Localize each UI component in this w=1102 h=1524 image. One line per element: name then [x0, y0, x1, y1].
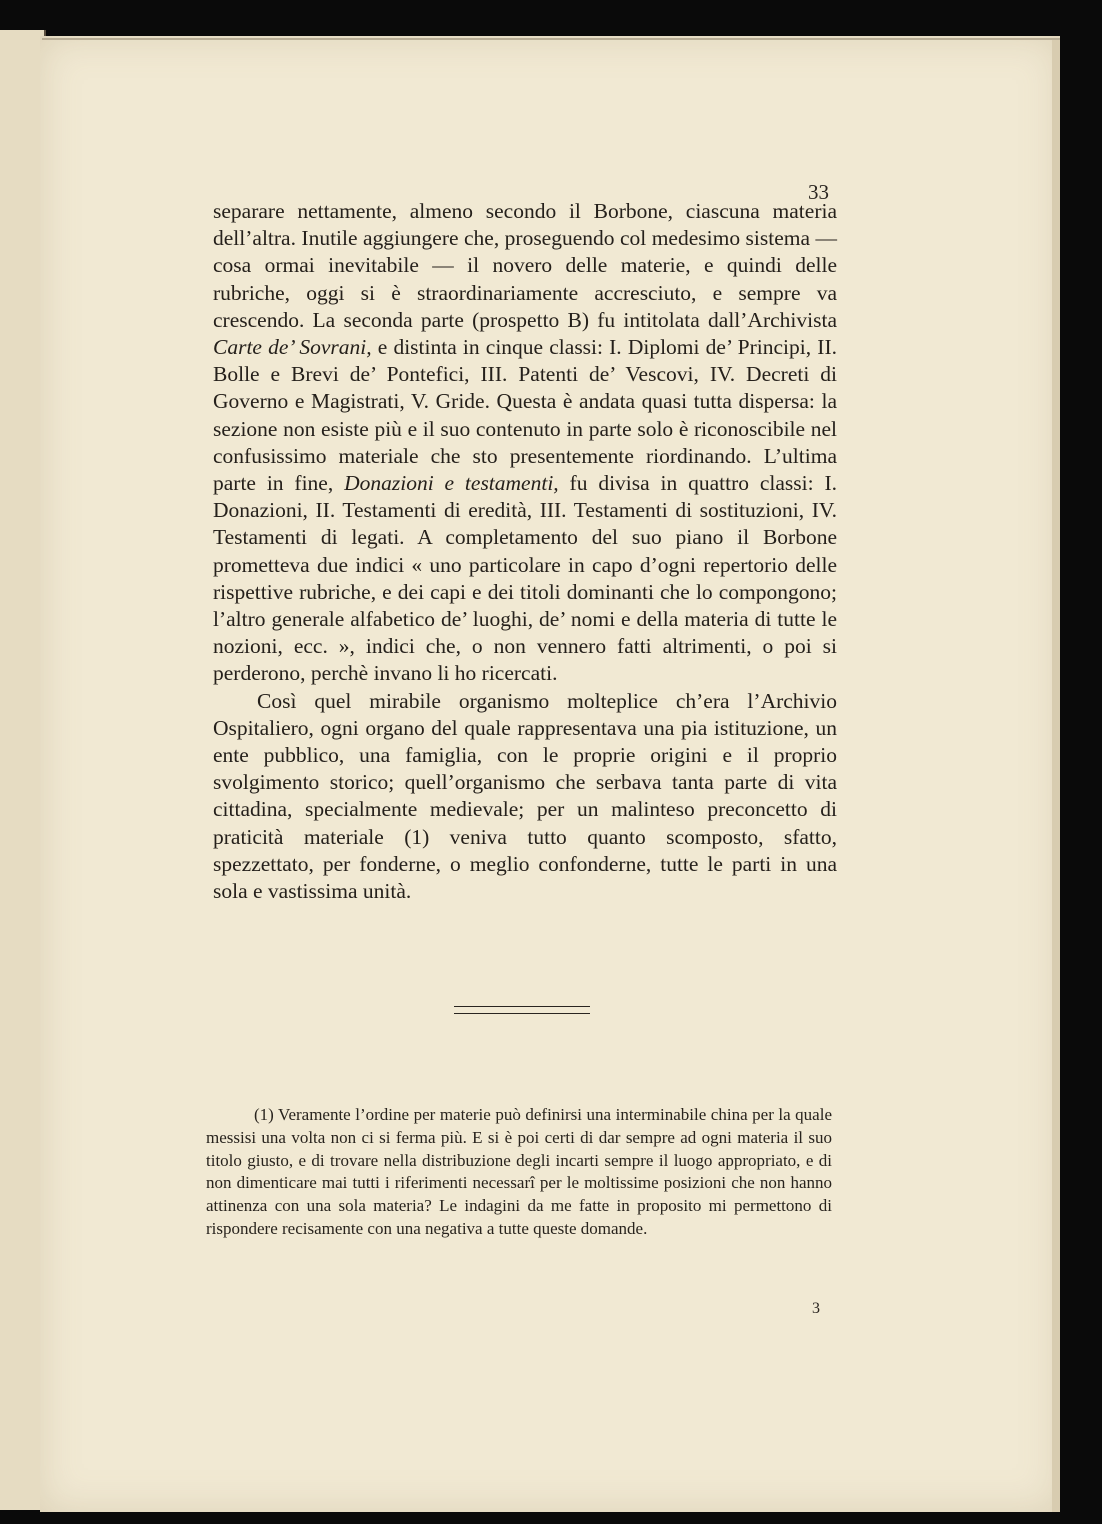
page-number: 33 — [808, 180, 829, 204]
page-right-edge — [1052, 40, 1060, 1512]
footnote — [206, 1104, 832, 1241]
page-top-edge — [42, 38, 1060, 40]
footnote-text: (1) Veramente l’ordine per materie può definirsi una interminabile china per la quale messisi una volta non ci si ferma più. E si è poi certi di dar sempre ad ogni materia il suo titolo giusto, e di trovare nella distribuzione degli incarti sempre il luogo appropriato, e di non dimenticare mai tutti i riferimenti necessarî per le moltissime posizioni che non hanno attinenza con una sola materia? Le indagini da me fatte in proposito mi permettono di rispondere recisamente con una negativa a tutte queste domande. — [206, 1105, 832, 1238]
main-text — [213, 198, 837, 905]
paragraph-1-part-a: separare nettamente, almeno secondo il Borbone, ciascuna materia dell’altra. Inutile aggiungere che, proseguendo col medesimo sistema — cosa ormai inevitabile — il novero delle materie, e quindi delle rubriche, oggi si è straordinariamente accresciuto, e sempre va crescendo. La seconda parte (prospetto B) fu intitolata dall’Archivista — [213, 199, 837, 332]
paragraph-1-part-b: e distinta in cinque classi: I. Diplomi de’ Principi, II. Bolle e Brevi de’ Pontefici, III. Patenti de’ Vescovi, IV. Decreti di Governo e Magistrati, V. Gride. Questa è andata quasi tutta dispersa: la sezione non esiste più e il suo contenuto in parte solo è riconoscibile nel confusissimo materiale che sto presentemente riordinando. L’ultima parte in fine, — [213, 335, 837, 496]
title-donazioni-e-testamenti: Donazioni e testamenti, — [344, 471, 559, 496]
paragraph-2: Così quel mirabile organismo molteplice ch’era l’Archivio Ospitaliero, ogni organo del quale rappresentava una pia istituzione, un ente pubblico, una famiglia, con le proprie origini e il proprio svolgimento storico; quell’organismo che serbava tanta parte di vita cittadina, specialmente medievale; per un malinteso preconcetto di praticità materiale (1) veniva tutto quanto scomposto, sfatto, spezzettato, per fonderne, o meglio confonderne, tutte le parti in una sola e vastissima unità. — [213, 688, 837, 904]
signature-mark: 3 — [812, 1300, 820, 1317]
section-divider — [454, 1006, 590, 1014]
paragraph-1-part-c: fu divisa in quattro classi: I. Donazioni, II. Testamenti di eredità, III. Testamenti di sostituzioni, IV. Testamenti di legati. A completamento del suo piano il Borbone prometteva due indici « uno particolare in capo d’ogni repertorio delle rispettive rubriche, e dei capi e dei titoli dominanti che lo compongono; l’altro generale alfabetico de’ luoghi, de’ nomi e della materia di tutte le nozioni, ecc. », indici che, o non vennero fatti altrimenti, o poi si perderono, perchè invano li ho ricercati. — [213, 471, 837, 686]
paragraph-1 — [213, 198, 837, 688]
title-carte-de-sovrani: Carte de’ Sovrani, — [213, 335, 372, 360]
